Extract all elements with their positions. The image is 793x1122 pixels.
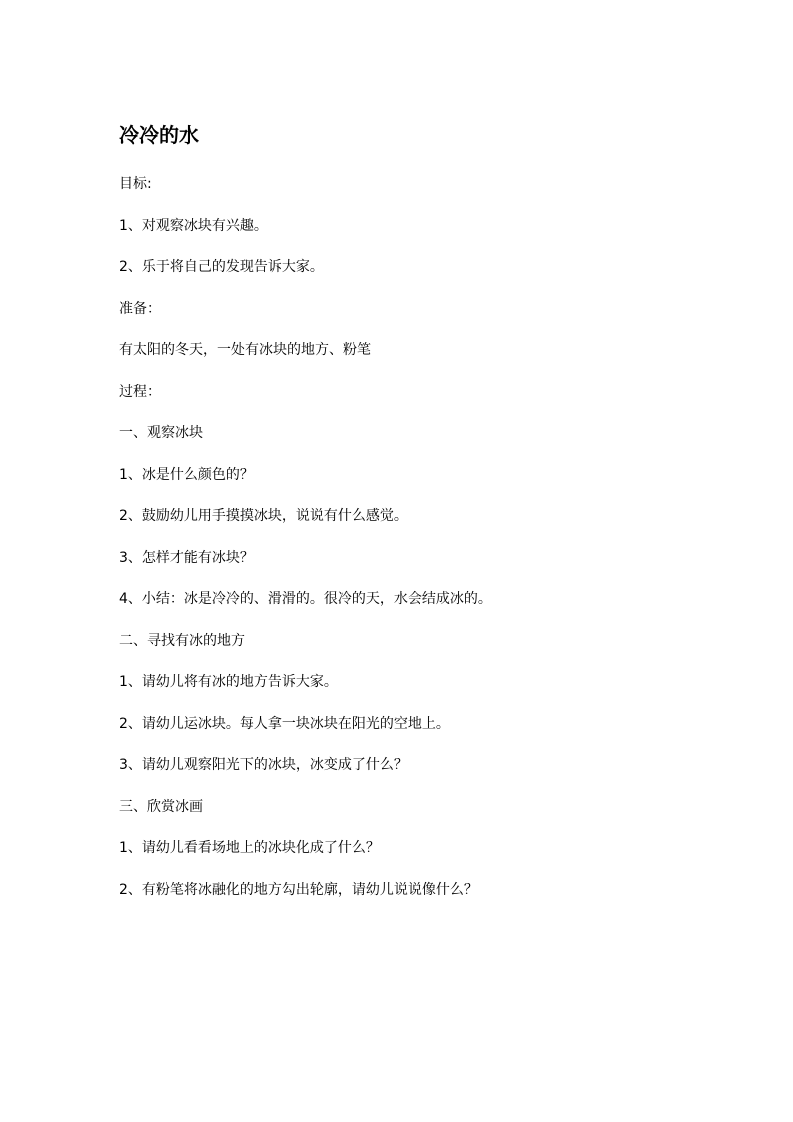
list-item: 1、请幼儿看看场地上的冰块化成了什么？ — [119, 840, 380, 856]
goal-item: 1、对观察冰块有兴趣。 — [119, 217, 268, 234]
preparation-text: 有太阳的冬天，一处有冰块的地方、粉笔 — [119, 342, 371, 358]
preparation-heading: 准备： — [119, 300, 161, 317]
list-item: 3、请幼儿观察阳光下的冰块，冰变成了什么？ — [119, 757, 408, 773]
list-item: 1、冰是什么颜色的？ — [119, 466, 254, 483]
list-item: 2、鼓励幼儿用手摸摸冰块，说说有什么感觉。 — [119, 508, 408, 524]
document-body — [119, 170, 719, 917]
list-item: 1、请幼儿将有冰的地方告诉大家。 — [119, 674, 338, 690]
section-heading: 一、观察冰块 — [119, 425, 203, 441]
goal-heading: 目标: — [119, 176, 152, 192]
list-item: 3、怎样才能有冰块？ — [119, 549, 254, 566]
goal-item: 2、乐于将自己的发现告诉大家。 — [119, 259, 324, 275]
list-item: 2、请幼儿运冰块。每人拿一块冰块在阳光的空地上。 — [119, 715, 450, 732]
document-title: 冷冷的水 — [119, 123, 199, 147]
list-item: 4、小结：冰是冷冷的、滑滑的。很冷的天，水会结成冰的。 — [119, 591, 492, 607]
list-item: 2、有粉笔将冰融化的地方勾出轮廓，请幼儿说说像什么？ — [119, 881, 478, 898]
process-heading: 过程： — [119, 383, 161, 400]
section-heading: 三、欣赏冰画 — [119, 798, 203, 815]
section-heading: 二、寻找有冰的地方 — [119, 632, 245, 649]
